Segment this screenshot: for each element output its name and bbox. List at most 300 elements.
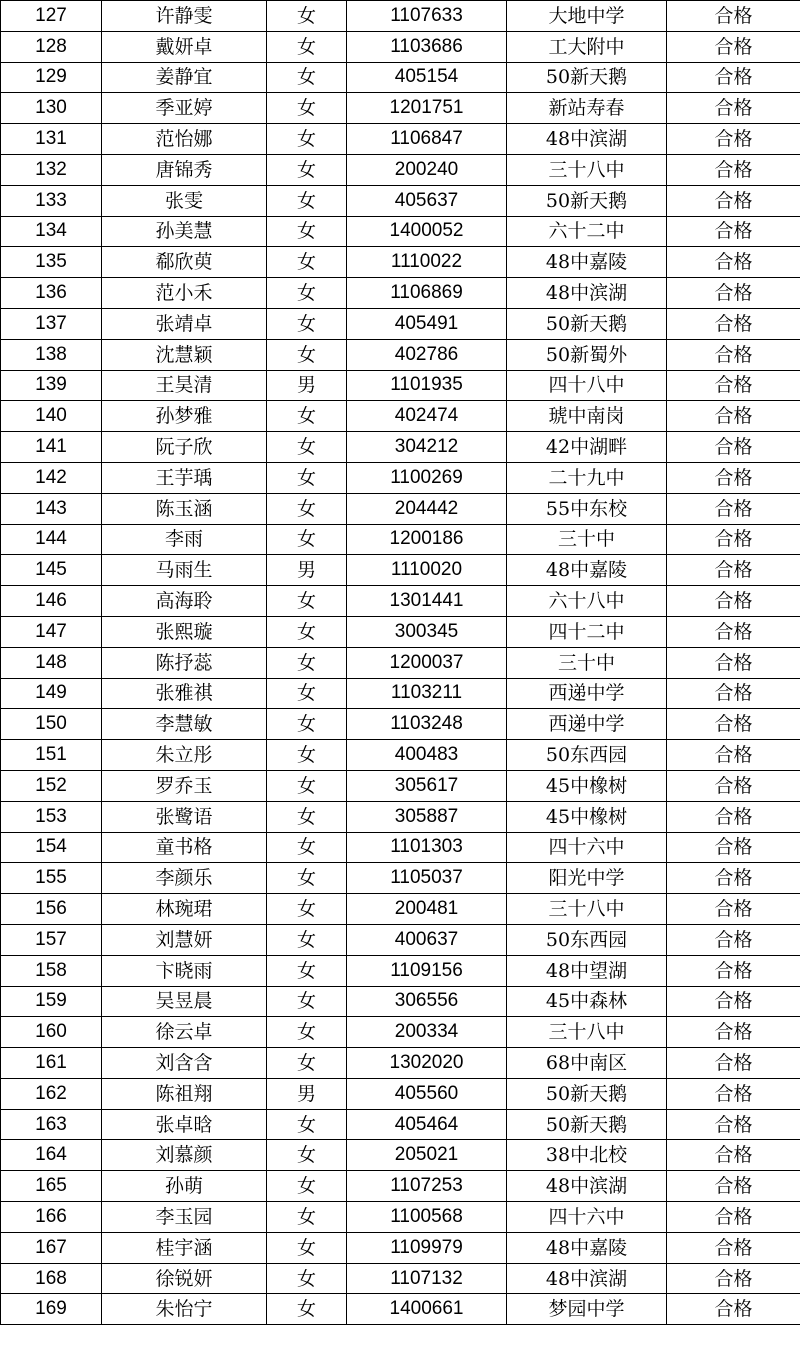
cell-exam-id: 1101935 [347,370,507,401]
cell-gender: 女 [267,339,347,370]
cell-school: 68中南区 [507,1048,667,1079]
cell-gender: 男 [267,1078,347,1109]
table-row [1,1,800,32]
cell-name: 朱怡宁 [102,1294,267,1325]
cell-gender: 女 [267,185,347,216]
cell-result: 合格 [667,401,800,432]
cell-result: 合格 [667,1232,800,1263]
cell-exam-id: 400637 [347,924,507,955]
table-row [1,1263,800,1294]
cell-gender: 女 [267,1202,347,1233]
cell-exam-id: 1200186 [347,524,507,555]
cell-gender: 女 [267,432,347,463]
cell-number: 145 [1,555,102,586]
table-row [1,93,800,124]
cell-number: 159 [1,986,102,1017]
cell-number: 136 [1,278,102,309]
cell-exam-id: 1201751 [347,93,507,124]
cell-gender: 女 [267,278,347,309]
cell-exam-id: 405637 [347,185,507,216]
table-row [1,555,800,586]
table-row [1,616,800,647]
cell-number: 144 [1,524,102,555]
cell-gender: 女 [267,308,347,339]
cell-name: 张鹭语 [102,801,267,832]
cell-exam-id: 1103211 [347,678,507,709]
cell-name: 李雨 [102,524,267,555]
table-row [1,493,800,524]
cell-result: 合格 [667,1140,800,1171]
cell-school: 50新蜀外 [507,339,667,370]
cell-name: 孙美慧 [102,216,267,247]
cell-name: 吴昱晨 [102,986,267,1017]
cell-school: 四十二中 [507,616,667,647]
cell-result: 合格 [667,278,800,309]
cell-number: 138 [1,339,102,370]
cell-number: 129 [1,62,102,93]
cell-result: 合格 [667,1017,800,1048]
cell-number: 167 [1,1232,102,1263]
cell-school: 大地中学 [507,1,667,32]
cell-result: 合格 [667,93,800,124]
table-row [1,586,800,617]
cell-number: 132 [1,154,102,185]
cell-name: 季亚婷 [102,93,267,124]
cell-number: 162 [1,1078,102,1109]
cell-gender: 女 [267,709,347,740]
cell-exam-id: 1109979 [347,1232,507,1263]
cell-result: 合格 [667,308,800,339]
cell-exam-id: 200481 [347,894,507,925]
cell-exam-id: 1400661 [347,1294,507,1325]
cell-result: 合格 [667,555,800,586]
table-row [1,1017,800,1048]
cell-school: 50新天鹅 [507,1109,667,1140]
cell-number: 147 [1,616,102,647]
cell-exam-id: 405464 [347,1109,507,1140]
cell-name: 陈祖翔 [102,1078,267,1109]
cell-school: 38中北校 [507,1140,667,1171]
table-row [1,154,800,185]
cell-number: 158 [1,955,102,986]
cell-school: 48中嘉陵 [507,1232,667,1263]
cell-school: 55中东校 [507,493,667,524]
cell-result: 合格 [667,1294,800,1325]
cell-number: 130 [1,93,102,124]
cell-number: 137 [1,308,102,339]
cell-number: 165 [1,1171,102,1202]
cell-number: 161 [1,1048,102,1079]
cell-name: 张雅祺 [102,678,267,709]
cell-result: 合格 [667,524,800,555]
cell-gender: 女 [267,770,347,801]
cell-name: 徐锐妍 [102,1263,267,1294]
cell-result: 合格 [667,678,800,709]
cell-number: 148 [1,647,102,678]
cell-gender: 女 [267,1294,347,1325]
cell-name: 张雯 [102,185,267,216]
cell-gender: 女 [267,986,347,1017]
cell-result: 合格 [667,31,800,62]
cell-name: 范怡娜 [102,124,267,155]
cell-exam-id: 1301441 [347,586,507,617]
cell-gender: 女 [267,462,347,493]
table-row [1,1232,800,1263]
cell-name: 李玉园 [102,1202,267,1233]
cell-school: 三十八中 [507,894,667,925]
cell-name: 阮子欣 [102,432,267,463]
cell-gender: 女 [267,894,347,925]
cell-gender: 女 [267,1048,347,1079]
cell-school: 四十六中 [507,1202,667,1233]
cell-exam-id: 1109156 [347,955,507,986]
cell-name: 李慧敏 [102,709,267,740]
cell-school: 琥中南岗 [507,401,667,432]
cell-exam-id: 405560 [347,1078,507,1109]
cell-number: 154 [1,832,102,863]
cell-gender: 男 [267,370,347,401]
cell-gender: 女 [267,1171,347,1202]
cell-school: 三十中 [507,524,667,555]
cell-exam-id: 1400052 [347,216,507,247]
cell-number: 139 [1,370,102,401]
cell-result: 合格 [667,647,800,678]
table-row [1,1109,800,1140]
cell-school: 三十八中 [507,1017,667,1048]
cell-exam-id: 1100269 [347,462,507,493]
cell-gender: 女 [267,62,347,93]
cell-number: 155 [1,863,102,894]
table-row [1,124,800,155]
cell-exam-id: 1107253 [347,1171,507,1202]
cell-exam-id: 1302020 [347,1048,507,1079]
cell-name: 罗乔玉 [102,770,267,801]
table-row [1,894,800,925]
cell-school: 四十八中 [507,370,667,401]
cell-gender: 女 [267,801,347,832]
cell-gender: 女 [267,740,347,771]
cell-name: 徐云卓 [102,1017,267,1048]
table-row [1,955,800,986]
cell-number: 127 [1,1,102,32]
cell-number: 143 [1,493,102,524]
cell-result: 合格 [667,339,800,370]
cell-gender: 女 [267,832,347,863]
cell-result: 合格 [667,493,800,524]
table-row [1,770,800,801]
table-row [1,1078,800,1109]
cell-number: 146 [1,586,102,617]
table-row [1,370,800,401]
cell-result: 合格 [667,247,800,278]
cell-gender: 女 [267,1109,347,1140]
table-row [1,740,800,771]
cell-gender: 女 [267,401,347,432]
cell-name: 林琬珺 [102,894,267,925]
cell-exam-id: 1103686 [347,31,507,62]
cell-gender: 女 [267,524,347,555]
cell-name: 刘慧妍 [102,924,267,955]
table-row [1,863,800,894]
cell-name: 刘慕颜 [102,1140,267,1171]
cell-result: 合格 [667,62,800,93]
cell-name: 马雨生 [102,555,267,586]
cell-result: 合格 [667,462,800,493]
cell-result: 合格 [667,894,800,925]
cell-name: 戴妍卓 [102,31,267,62]
cell-number: 141 [1,432,102,463]
cell-name: 李颜乐 [102,863,267,894]
cell-school: 六十八中 [507,586,667,617]
cell-number: 150 [1,709,102,740]
cell-exam-id: 1106847 [347,124,507,155]
cell-exam-id: 204442 [347,493,507,524]
cell-gender: 女 [267,493,347,524]
cell-gender: 女 [267,1232,347,1263]
cell-school: 48中滨湖 [507,1171,667,1202]
cell-exam-id: 1110022 [347,247,507,278]
cell-number: 128 [1,31,102,62]
cell-result: 合格 [667,616,800,647]
cell-exam-id: 405491 [347,308,507,339]
table-row [1,308,800,339]
cell-result: 合格 [667,832,800,863]
cell-school: 二十九中 [507,462,667,493]
cell-gender: 女 [267,863,347,894]
cell-result: 合格 [667,1171,800,1202]
cell-school: 48中滨湖 [507,124,667,155]
cell-number: 153 [1,801,102,832]
cell-exam-id: 400483 [347,740,507,771]
cell-gender: 女 [267,1263,347,1294]
cell-result: 合格 [667,1263,800,1294]
cell-number: 163 [1,1109,102,1140]
table-row [1,986,800,1017]
cell-exam-id: 1106869 [347,278,507,309]
cell-school: 三十中 [507,647,667,678]
cell-result: 合格 [667,1048,800,1079]
cell-number: 156 [1,894,102,925]
cell-school: 48中滨湖 [507,278,667,309]
cell-exam-id: 205021 [347,1140,507,1171]
cell-gender: 女 [267,247,347,278]
cell-gender: 女 [267,1017,347,1048]
cell-name: 王昊清 [102,370,267,401]
cell-exam-id: 305887 [347,801,507,832]
table-row [1,462,800,493]
cell-school: 三十八中 [507,154,667,185]
cell-school: 45中森林 [507,986,667,1017]
cell-name: 陈抒蕊 [102,647,267,678]
cell-number: 168 [1,1263,102,1294]
cell-school: 45中橡树 [507,801,667,832]
cell-result: 合格 [667,770,800,801]
cell-exam-id: 1110020 [347,555,507,586]
cell-school: 48中滨湖 [507,1263,667,1294]
table-row [1,432,800,463]
cell-name: 许静雯 [102,1,267,32]
cell-exam-id: 306556 [347,986,507,1017]
cell-result: 合格 [667,154,800,185]
cell-result: 合格 [667,801,800,832]
cell-school: 48中望湖 [507,955,667,986]
cell-exam-id: 1101303 [347,832,507,863]
cell-number: 166 [1,1202,102,1233]
cell-exam-id: 200240 [347,154,507,185]
cell-result: 合格 [667,1078,800,1109]
table-row [1,647,800,678]
cell-name: 唐锦秀 [102,154,267,185]
cell-gender: 女 [267,93,347,124]
cell-number: 133 [1,185,102,216]
table-row [1,924,800,955]
cell-exam-id: 1100568 [347,1202,507,1233]
cell-result: 合格 [667,370,800,401]
table-row [1,216,800,247]
cell-exam-id: 1200037 [347,647,507,678]
table-row [1,709,800,740]
cell-result: 合格 [667,586,800,617]
cell-number: 135 [1,247,102,278]
table-row [1,801,800,832]
cell-gender: 女 [267,586,347,617]
cell-school: 新站寿春 [507,93,667,124]
cell-gender: 女 [267,647,347,678]
cell-name: 张靖卓 [102,308,267,339]
cell-name: 王芋瑀 [102,462,267,493]
cell-name: 孙萌 [102,1171,267,1202]
cell-result: 合格 [667,709,800,740]
cell-gender: 女 [267,955,347,986]
cell-school: 工大附中 [507,31,667,62]
cell-name: 范小禾 [102,278,267,309]
cell-school: 45中橡树 [507,770,667,801]
cell-school: 四十六中 [507,832,667,863]
cell-school: 50新天鹅 [507,62,667,93]
cell-name: 朱立彤 [102,740,267,771]
cell-number: 149 [1,678,102,709]
cell-result: 合格 [667,1202,800,1233]
table-row [1,678,800,709]
cell-school: 50新天鹅 [507,308,667,339]
table-row [1,339,800,370]
cell-result: 合格 [667,124,800,155]
table-row [1,185,800,216]
cell-number: 157 [1,924,102,955]
cell-result: 合格 [667,740,800,771]
cell-exam-id: 402474 [347,401,507,432]
cell-number: 142 [1,462,102,493]
table-row [1,278,800,309]
cell-number: 164 [1,1140,102,1171]
cell-gender: 女 [267,924,347,955]
cell-number: 140 [1,401,102,432]
cell-result: 合格 [667,1,800,32]
cell-school: 六十二中 [507,216,667,247]
cell-number: 134 [1,216,102,247]
cell-gender: 女 [267,1140,347,1171]
cell-gender: 女 [267,678,347,709]
cell-name: 张卓晗 [102,1109,267,1140]
cell-school: 西递中学 [507,678,667,709]
cell-result: 合格 [667,432,800,463]
cell-name: 郗欣萸 [102,247,267,278]
cell-result: 合格 [667,216,800,247]
cell-name: 高海聆 [102,586,267,617]
cell-exam-id: 1103248 [347,709,507,740]
cell-number: 151 [1,740,102,771]
cell-exam-id: 200334 [347,1017,507,1048]
cell-school: 梦园中学 [507,1294,667,1325]
cell-exam-id: 300345 [347,616,507,647]
cell-exam-id: 1107633 [347,1,507,32]
cell-number: 160 [1,1017,102,1048]
cell-number: 131 [1,124,102,155]
table-row [1,1202,800,1233]
cell-gender: 女 [267,616,347,647]
table-row [1,524,800,555]
cell-school: 50新天鹅 [507,1078,667,1109]
results-table-body [1,1,800,1325]
cell-number: 169 [1,1294,102,1325]
cell-name: 桂宇涵 [102,1232,267,1263]
cell-name: 卞晓雨 [102,955,267,986]
cell-school: 50新天鹅 [507,185,667,216]
cell-school: 48中嘉陵 [507,247,667,278]
cell-result: 合格 [667,185,800,216]
table-row [1,1140,800,1171]
table-row [1,62,800,93]
cell-exam-id: 402786 [347,339,507,370]
cell-school: 42中湖畔 [507,432,667,463]
cell-result: 合格 [667,1109,800,1140]
cell-name: 张熙璇 [102,616,267,647]
cell-exam-id: 305617 [347,770,507,801]
cell-school: 西递中学 [507,709,667,740]
table-row [1,1171,800,1202]
table-row [1,31,800,62]
cell-exam-id: 1105037 [347,863,507,894]
table-row [1,247,800,278]
table-row [1,832,800,863]
cell-school: 48中嘉陵 [507,555,667,586]
cell-result: 合格 [667,955,800,986]
cell-name: 沈慧颖 [102,339,267,370]
cell-gender: 女 [267,154,347,185]
table-row [1,401,800,432]
cell-number: 152 [1,770,102,801]
cell-gender: 女 [267,1,347,32]
cell-name: 刘含含 [102,1048,267,1079]
cell-school: 50东西园 [507,924,667,955]
cell-result: 合格 [667,986,800,1017]
cell-exam-id: 304212 [347,432,507,463]
cell-school: 阳光中学 [507,863,667,894]
cell-name: 孙梦雅 [102,401,267,432]
cell-result: 合格 [667,924,800,955]
cell-name: 陈玉涵 [102,493,267,524]
cell-gender: 女 [267,216,347,247]
cell-school: 50东西园 [507,740,667,771]
table-row [1,1294,800,1325]
cell-name: 童书格 [102,832,267,863]
cell-exam-id: 1107132 [347,1263,507,1294]
cell-gender: 男 [267,555,347,586]
table-row [1,1048,800,1079]
cell-result: 合格 [667,863,800,894]
cell-exam-id: 405154 [347,62,507,93]
cell-gender: 女 [267,31,347,62]
